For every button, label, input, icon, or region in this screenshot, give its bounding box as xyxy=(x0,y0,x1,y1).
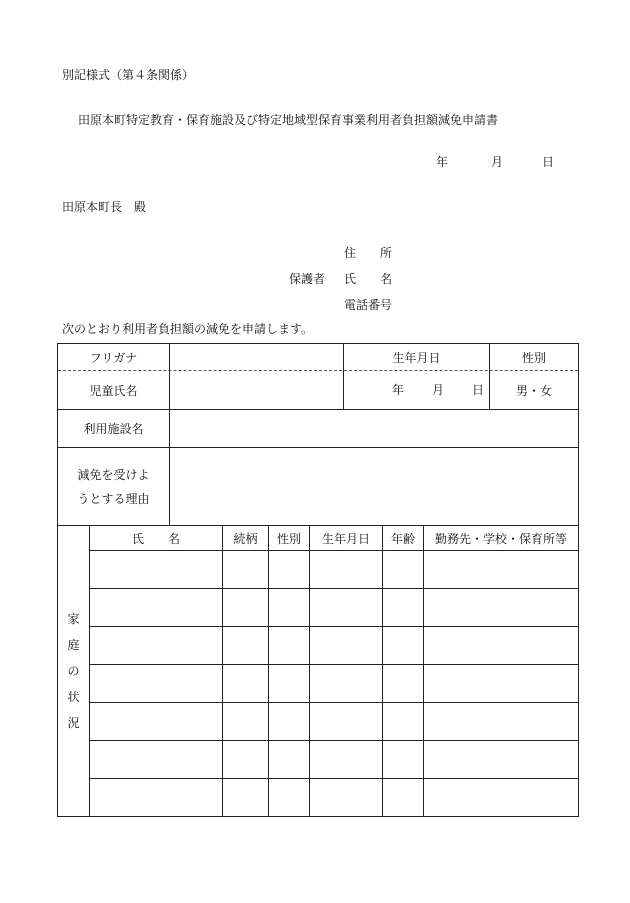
family-row-cell[interactable] xyxy=(90,703,222,740)
family-row-cell[interactable] xyxy=(223,665,268,702)
family-row-cell[interactable] xyxy=(424,741,577,778)
family-row-cell[interactable] xyxy=(223,779,268,816)
family-header-relation: 続柄 xyxy=(233,531,258,546)
family-row-cell[interactable] xyxy=(269,665,309,702)
reason-label xyxy=(58,448,169,525)
family-row-cell[interactable] xyxy=(424,551,577,588)
child-birth-year: 年 xyxy=(392,383,405,397)
furigana-field[interactable] xyxy=(170,344,343,370)
gender-options[interactable]: 男・女 xyxy=(515,383,552,398)
form-header-label: 別記様式（第４条関係） xyxy=(62,68,195,82)
facility-name-label: 利用施設名 xyxy=(83,422,144,436)
reason-label-line2: うとする理由 xyxy=(77,491,150,506)
family-row-cell[interactable] xyxy=(223,551,268,588)
name-label: 氏 名 xyxy=(344,272,393,286)
family-row-cell[interactable] xyxy=(223,589,268,626)
family-row-cell[interactable] xyxy=(310,779,382,816)
family-row-cell[interactable] xyxy=(310,589,382,626)
family-row-cell[interactable] xyxy=(269,627,309,664)
family-row-cell[interactable] xyxy=(90,627,222,664)
child-birth-month: 月 xyxy=(432,383,445,397)
family-label-char-4: 状 xyxy=(67,690,80,704)
family-row-cell[interactable] xyxy=(90,589,222,626)
table-border-right xyxy=(578,343,579,817)
phone-label: 電話番号 xyxy=(344,298,393,312)
family-label-char-2: 庭 xyxy=(67,638,80,652)
family-row-cell[interactable] xyxy=(223,627,268,664)
family-row-cell[interactable] xyxy=(310,665,382,702)
addressee: 田原本町長 殿 xyxy=(62,200,147,214)
family-row-cell[interactable] xyxy=(310,741,382,778)
family-row-cell[interactable] xyxy=(269,779,309,816)
family-row-cell[interactable] xyxy=(310,627,382,664)
family-row-cell[interactable] xyxy=(424,665,577,702)
family-row-cell[interactable] xyxy=(424,703,577,740)
date-year-label: 年 xyxy=(436,155,449,169)
furigana-label: フリガナ xyxy=(89,350,138,365)
child-name-label: 児童氏名 xyxy=(89,383,138,398)
family-row-cell[interactable] xyxy=(383,665,423,702)
family-row-cell[interactable] xyxy=(383,589,423,626)
family-row-cell[interactable] xyxy=(269,703,309,740)
family-row-cell[interactable] xyxy=(90,551,222,588)
guardian-label: 保護者 xyxy=(289,272,326,286)
facility-name-field[interactable] xyxy=(170,410,578,447)
family-row-cell[interactable] xyxy=(90,665,222,702)
reason-field[interactable] xyxy=(170,448,578,525)
gender-header: 性別 xyxy=(521,350,546,365)
family-row-cell[interactable] xyxy=(383,627,423,664)
family-row-cell[interactable] xyxy=(383,551,423,588)
family-row-cell[interactable] xyxy=(310,703,382,740)
family-row-cell[interactable] xyxy=(90,741,222,778)
date-day-label: 日 xyxy=(542,155,555,169)
family-row-cell[interactable] xyxy=(269,551,309,588)
intro-text: 次のとおり利用者負担額の減免を申請します。 xyxy=(62,322,314,336)
family-row-cell[interactable] xyxy=(383,779,423,816)
family-label-char-3: の xyxy=(67,664,80,678)
child-birth-day: 日 xyxy=(472,383,485,397)
family-row-cell[interactable] xyxy=(269,589,309,626)
child-name-field[interactable] xyxy=(170,371,343,409)
family-header-age: 年齢 xyxy=(390,531,415,546)
family-row-cell[interactable] xyxy=(383,741,423,778)
family-header-birthdate: 生年月日 xyxy=(321,531,370,546)
family-row-cell[interactable] xyxy=(223,703,268,740)
family-row-cell[interactable] xyxy=(90,779,222,816)
family-row-cell[interactable] xyxy=(424,627,577,664)
form-title: 田原本町特定教育・保育施設及び特定地域型保育事業利用者負担額減免申請書 xyxy=(78,113,499,127)
family-row-cell[interactable] xyxy=(424,589,577,626)
family-row-cell[interactable] xyxy=(269,741,309,778)
family-label-char-1: 家 xyxy=(67,612,80,626)
address-label: 住 所 xyxy=(344,246,393,260)
family-row-cell[interactable] xyxy=(310,551,382,588)
family-label-char-5: 況 xyxy=(67,716,80,730)
date-month-label: 月 xyxy=(491,155,504,169)
table-border-bottom xyxy=(57,816,579,817)
family-header-gender: 性別 xyxy=(276,531,301,546)
birthdate-header: 生年月日 xyxy=(392,350,441,365)
family-row-cell[interactable] xyxy=(223,741,268,778)
reason-label-line1: 減免を受けよ xyxy=(77,467,150,482)
family-status-label xyxy=(58,526,89,816)
family-row-cell[interactable] xyxy=(424,779,577,816)
family-header-workplace: 勤務先・学校・保育所等 xyxy=(434,531,567,546)
family-row-cell[interactable] xyxy=(383,703,423,740)
family-header-name: 氏 名 xyxy=(131,531,180,546)
